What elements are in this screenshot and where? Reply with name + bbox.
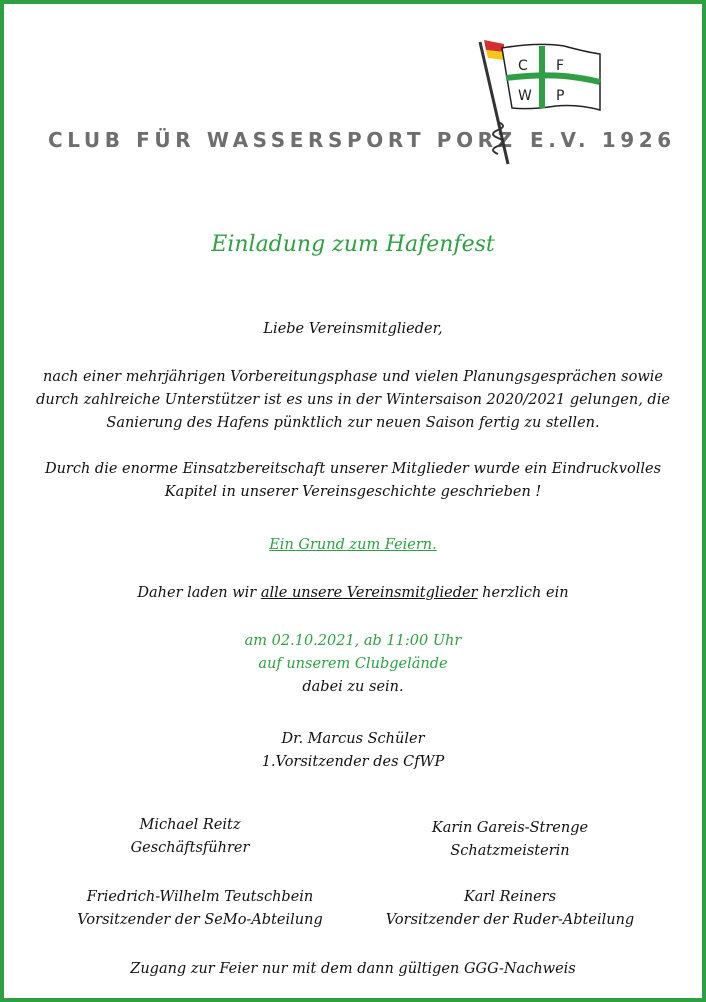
- signatory-1: [60, 814, 320, 860]
- club-name: CLUB FÜR WASSERSPORT PORZ: [48, 128, 517, 152]
- event-place: auf unserem Clubgelände: [258, 656, 448, 672]
- logo-letter-c: C: [518, 58, 528, 74]
- club-flag-logo: [468, 34, 608, 166]
- paragraph-preparation: nach einer mehrjährigen Vorbereitungsphase und vielen Planungsgesprächen sowie durch zahlreiche Unterstützer ist es uns in der Wintersaison 2020/2021 gelungen, die Sanierung des Hafens pünktlich zur neuen Saison fertig zu stellen.: [36, 369, 670, 431]
- signatory-name: Karin Gareis-Strenge: [431, 820, 589, 836]
- footer-note: Zugang zur Feier nur mit dem dann gültigen GGG-Nachweis: [130, 961, 576, 977]
- logo-letter-f: F: [556, 58, 565, 74]
- club-suffix: E.V. 1926: [530, 128, 676, 152]
- signatory-2: [360, 817, 660, 863]
- signatory-role: Schatzmeisterin: [450, 843, 570, 859]
- invite-prefix: Daher laden wir: [137, 585, 261, 601]
- signatory-3: [40, 886, 360, 932]
- salutation: Liebe Vereinsmitglieder,: [263, 321, 443, 337]
- event-date: am 02.10.2021, ab 11:00 Uhr: [244, 633, 462, 649]
- logo-letter-p: P: [556, 88, 565, 104]
- invite-suffix: herzlich ein: [477, 585, 569, 601]
- highlight-line: [30, 534, 676, 557]
- invite-members: alle unsere Vereinsmitglieder: [260, 585, 478, 601]
- paragraph-commitment: Durch die enorme Einsatzbereitschaft unserer Mitglieder wurde ein Eindruckvolles Kapitel in unserer Vereinsgeschichte geschrieben !: [44, 461, 662, 500]
- signatory-role: Vorsitzender der SeMo-Abteilung: [77, 912, 323, 928]
- logo-letter-w: W: [518, 88, 532, 104]
- invite-line: [30, 582, 676, 605]
- signatory-4: [350, 886, 670, 932]
- signatory-name: Friedrich-Wilhelm Teutschbein: [86, 889, 314, 905]
- chairman-name: Dr. Marcus Schüler: [281, 731, 425, 747]
- highlight-text: Ein Grund zum Feiern.: [269, 537, 437, 553]
- chairman-role: 1.Vorsitzender des CfWP: [261, 754, 445, 770]
- signatory-name: Michael Reitz: [139, 817, 241, 833]
- signatory-role: Vorsitzender der Ruder-Abteilung: [385, 912, 635, 928]
- signatory-name: Karl Reiners: [463, 889, 557, 905]
- invitation-title: Einladung zum Hafenfest: [211, 232, 495, 257]
- signatory-role: Geschäftsführer: [130, 840, 250, 856]
- event-closing: dabei zu sein.: [302, 679, 404, 695]
